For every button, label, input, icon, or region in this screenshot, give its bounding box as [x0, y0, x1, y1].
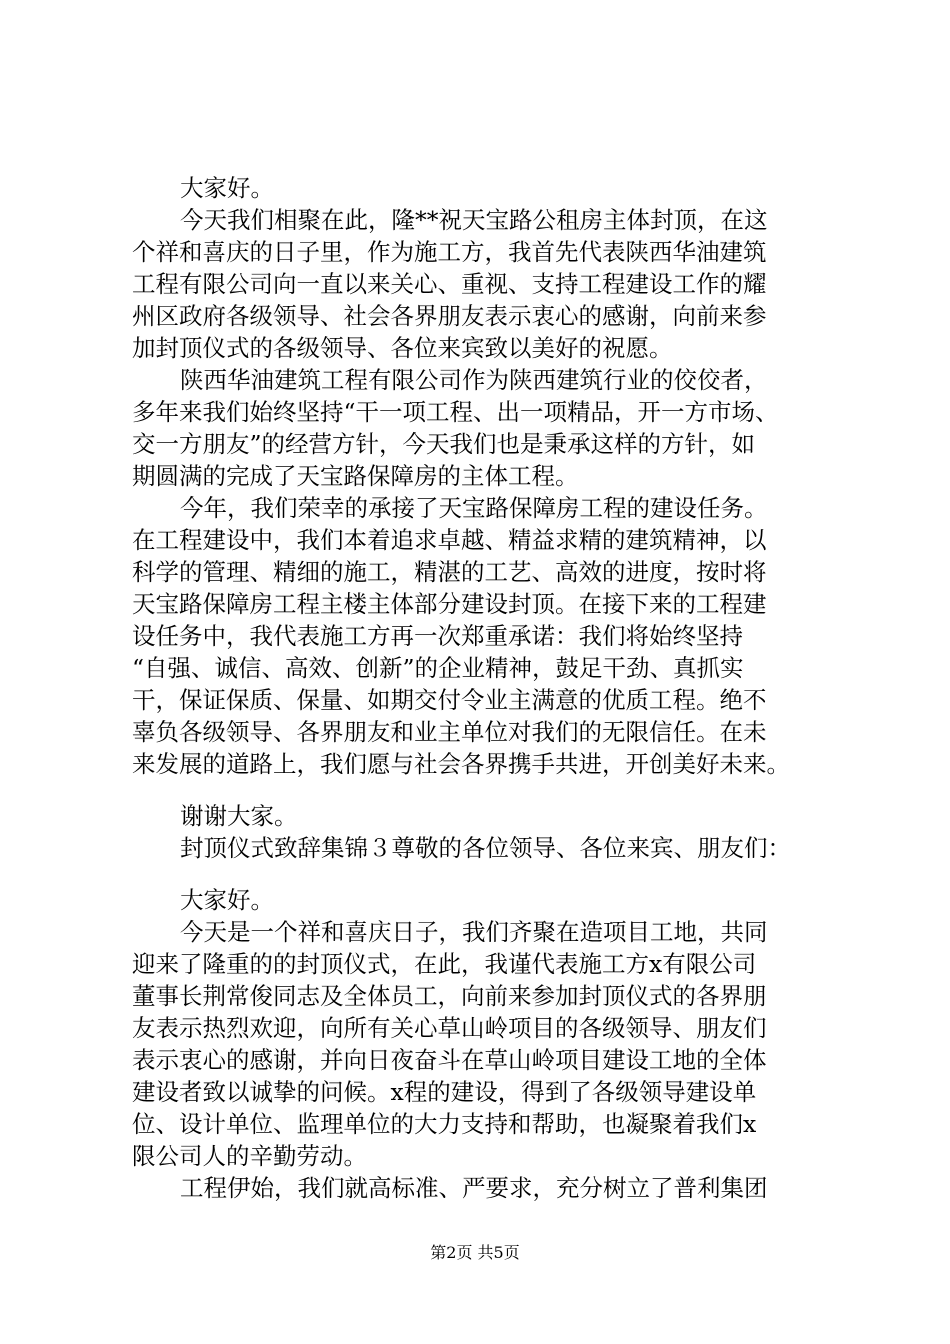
- paragraph-line: 交一方朋友”的经营方针，今天我们也是秉承这样的方针，如: [132, 430, 756, 458]
- paragraph-line: 干，保证保质、保量、如期交付令业主满意的优质工程。绝不: [132, 686, 767, 714]
- paragraph-line: 工程伊始，我们就高标准、严要求，充分树立了普利集团: [180, 1174, 768, 1202]
- paragraph-line: 大家好。: [180, 886, 274, 914]
- paragraph-line: 期圆满的完成了天宝路保障房的主体工程。: [132, 462, 579, 490]
- paragraph-line: 工程有限公司向一直以来关心、重视、支持工程建设工作的耀: [132, 270, 767, 298]
- paragraph-line: 建设者致以诚挚的问候。x程的建设，得到了各级领导建设单: [132, 1078, 757, 1106]
- section-heading-line: 封顶仪式致辞集锦３尊敬的各位领导、各位来宾、朋友们：: [180, 834, 791, 862]
- paragraph-line: 加封顶仪式的各级领导、各位来宾致以美好的祝愿。: [132, 334, 673, 362]
- paragraph-line: 限公司人的辛勤劳动。: [132, 1142, 367, 1170]
- page-number-footer: 第2页 共5页: [430, 1243, 520, 1262]
- paragraph-line: 迎来了隆重的的封顶仪式，在此，我谨代表施工方x有限公司: [132, 950, 757, 978]
- paragraph-line: 科学的管理、精细的施工，精湛的工艺、高效的进度，按时将: [132, 558, 767, 586]
- paragraph-line: 陕西华油建筑工程有限公司作为陕西建筑行业的佼佼者，: [180, 366, 768, 394]
- paragraph-line: 天宝路保障房工程主楼主体部分建设封顶。在接下来的工程建: [132, 590, 767, 618]
- paragraph-line: 友表示热烈欢迎，向所有关心草山岭项目的各级领导、朋友们: [132, 1014, 767, 1042]
- paragraph-line: 位、设计单位、监理单位的大力支持和帮助，也凝聚着我们x: [132, 1110, 757, 1138]
- paragraph-line: 辜负各级领导、各界朋友和业主单位对我们的无限信任。在未: [132, 718, 767, 746]
- paragraph-line: 在工程建设中，我们本着追求卓越、精益求精的建筑精神，以: [132, 526, 767, 554]
- paragraph-line: 今年，我们荣幸的承接了天宝路保障房工程的建设任务。: [180, 494, 768, 522]
- paragraph-line: 今天是一个祥和喜庆日子，我们齐聚在造项目工地，共同: [180, 918, 768, 946]
- paragraph-line: 设任务中，我代表施工方再一次郑重承诺：我们将始终坚持: [132, 622, 743, 650]
- paragraph-line: 来发展的道路上，我们愿与社会各界携手共进，开创美好未来。: [132, 750, 790, 778]
- paragraph-line: 董事长荆常俊同志及全体员工，向前来参加封顶仪式的各界朋: [132, 982, 767, 1010]
- paragraph-line: 个祥和喜庆的日子里，作为施工方，我首先代表陕西华油建筑: [132, 238, 767, 266]
- paragraph-line: 州区政府各级领导、社会各界朋友表示衷心的感谢，向前来参: [132, 302, 767, 330]
- paragraph-line: “自强、诚信、高效、创新”的企业精神，鼓足干劲、真抓实: [132, 654, 744, 682]
- paragraph-line: 多年来我们始终坚持“干一项工程、出一项精品，开一方市场、: [132, 398, 779, 426]
- paragraph-line: 大家好。: [180, 174, 274, 202]
- paragraph-line: 今天我们相聚在此，隆**祝天宝路公租房主体封顶，在这: [180, 206, 768, 234]
- paragraph-line: 谢谢大家。: [180, 802, 298, 830]
- paragraph-line: 表示衷心的感谢，并向日夜奋斗在草山岭项目建设工地的全体: [132, 1046, 767, 1074]
